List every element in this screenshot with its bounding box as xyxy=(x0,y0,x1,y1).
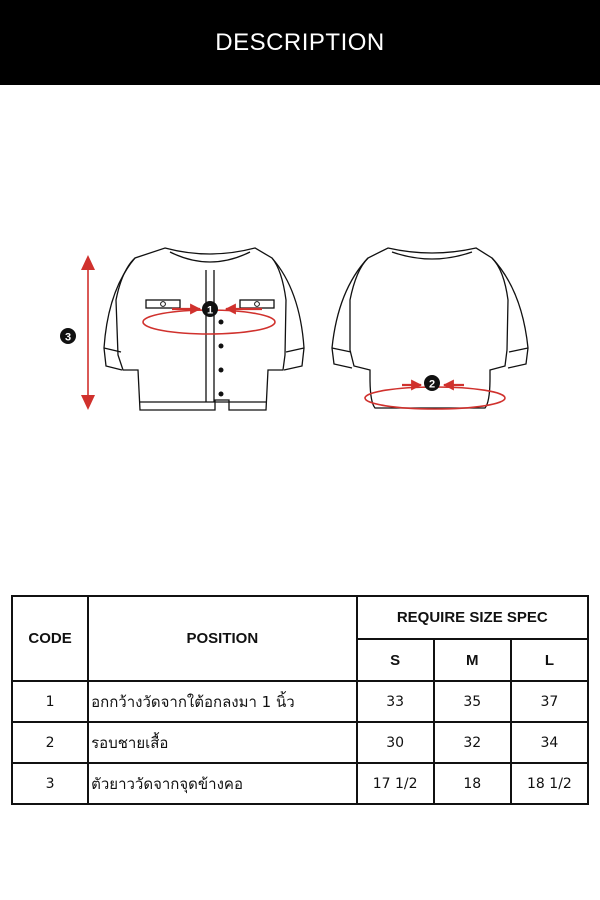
table-row xyxy=(12,681,588,722)
header-bar xyxy=(0,0,600,85)
table-header-row xyxy=(12,596,588,639)
row-size-m: 18 xyxy=(434,763,511,804)
row-position: อกกว้างวัดจากใต้อกลงมา 1 นิ้ว xyxy=(88,681,356,722)
length-arrow-top xyxy=(81,255,95,270)
row-code: 3 xyxy=(12,763,88,804)
code-header: CODE xyxy=(12,596,88,681)
row-size-s: 33 xyxy=(357,681,434,722)
front-view-jacket xyxy=(104,248,304,410)
table-row xyxy=(12,722,588,763)
marker-1-label: 1 xyxy=(206,304,214,317)
row-size-s: 17 1/2 xyxy=(357,763,434,804)
size-m-header: M xyxy=(434,639,511,681)
row-size-m: 35 xyxy=(434,681,511,722)
table-row xyxy=(12,763,588,804)
size-spec-header: REQUIRE SIZE SPEC xyxy=(357,596,588,639)
row-code: 1 xyxy=(12,681,88,722)
row-position: รอบชายเสื้อ xyxy=(88,722,356,763)
position-header: POSITION xyxy=(88,596,356,681)
row-code: 2 xyxy=(12,722,88,763)
page-title: DESCRIPTION xyxy=(215,28,385,56)
row-size-s: 30 xyxy=(357,722,434,763)
size-l-header: L xyxy=(511,639,588,681)
length-arrow-bottom xyxy=(81,395,95,410)
marker-2-label: 2 xyxy=(428,378,436,391)
row-size-l: 18 1/2 xyxy=(511,763,588,804)
row-size-m: 32 xyxy=(434,722,511,763)
row-size-l: 37 xyxy=(511,681,588,722)
marker-3-label: 3 xyxy=(64,331,72,344)
size-spec-table xyxy=(11,595,589,805)
row-position: ตัวยาววัดจากจุดข้างคอ xyxy=(88,763,356,804)
size-s-header: S xyxy=(357,639,434,681)
garment-measurement-diagram xyxy=(0,230,600,430)
row-size-l: 34 xyxy=(511,722,588,763)
